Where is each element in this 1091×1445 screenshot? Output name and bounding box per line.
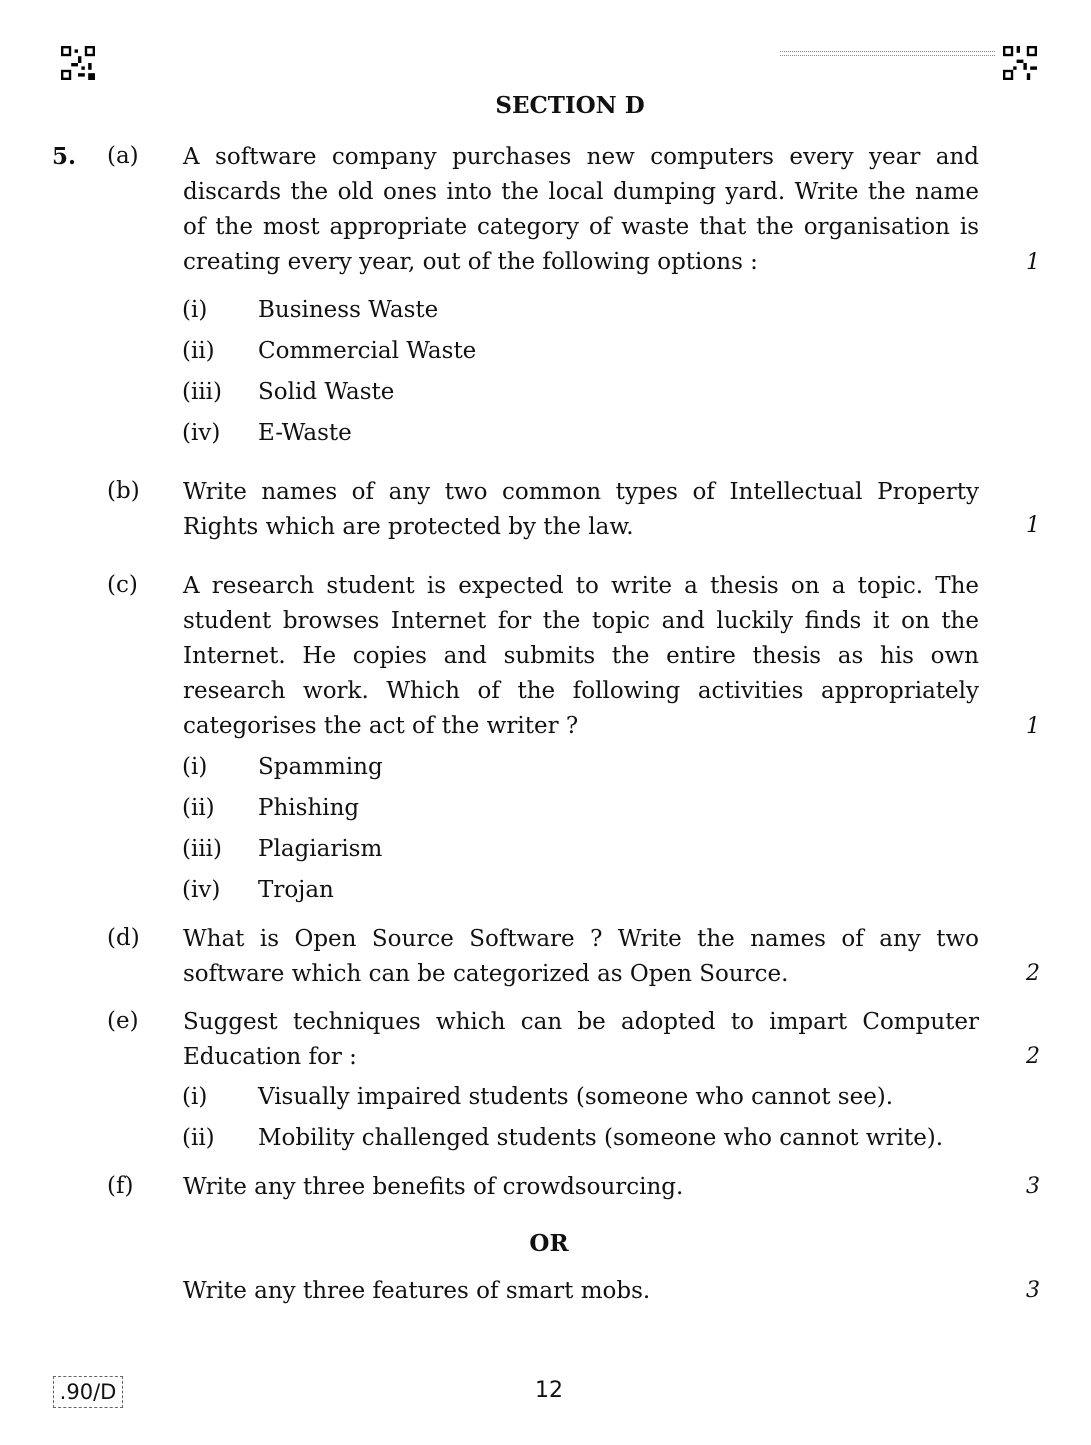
part-a-option-text: Commercial Waste — [258, 338, 477, 364]
part-f-text: Write any three benefits of crowdsourcing. — [183, 1174, 684, 1200]
part-c-option-num: (iv) — [182, 877, 221, 903]
or-question-marks: 3 — [1026, 1278, 1040, 1303]
part-c-option-text: Trojan — [258, 877, 334, 903]
part-e-label: (e) — [107, 1008, 139, 1034]
or-question-text: Write any three features of smart mobs. — [183, 1278, 651, 1304]
part-c-option-text: Plagiarism — [258, 836, 383, 862]
part-a-option-num: (ii) — [182, 338, 215, 364]
part-e-option-num: (i) — [182, 1084, 208, 1110]
page-number: 12 — [535, 1378, 563, 1403]
part-a-option-num: (iii) — [182, 379, 223, 405]
part-b-label: (b) — [107, 478, 140, 504]
part-a-option-num: (iv) — [182, 420, 221, 446]
part-e-marks: 2 — [1026, 1044, 1040, 1069]
part-a-option-text: Business Waste — [258, 297, 439, 323]
qr-code-right-icon — [1003, 46, 1037, 80]
part-a-option-num: (i) — [182, 297, 208, 323]
part-e-option-num: (ii) — [182, 1125, 215, 1151]
part-b-text: Write names of any two common types of Intellectual Property Rights which are protected by the law. — [183, 479, 979, 540]
part-f-label: (f) — [107, 1173, 134, 1199]
part-a-option-text: E-Waste — [258, 420, 352, 446]
part-c-text: A research student is expected to write a thesis on a topic. The student browses Internet for the topic and luckily finds it on the Internet. He copies and submits the entire thesis as his own research work. Which of the following activities appropriately categorises the act of the writer ? — [183, 573, 979, 739]
qr-code-left-icon — [61, 46, 95, 80]
question-number: 5. — [52, 143, 77, 170]
paper-code: .90/D — [53, 1376, 123, 1408]
watermark-strip — [780, 51, 995, 56]
part-c-option-text: Phishing — [258, 795, 360, 821]
part-c-label: (c) — [107, 572, 138, 598]
part-a-option-text: Solid Waste — [258, 379, 395, 405]
part-c-option-text: Spamming — [258, 754, 383, 780]
part-d-marks: 2 — [1026, 961, 1040, 986]
part-e-option-text: Mobility challenged students (someone who cannot write). — [258, 1125, 944, 1151]
part-a-marks: 1 — [1026, 250, 1040, 275]
part-d-label: (d) — [107, 925, 140, 951]
or-separator: OR — [529, 1230, 569, 1257]
part-b-marks: 1 — [1026, 513, 1040, 538]
part-c-marks: 1 — [1026, 714, 1040, 739]
part-c-option-num: (ii) — [182, 795, 215, 821]
part-e-option-text: Visually impaired students (someone who cannot see). — [258, 1084, 894, 1110]
part-c-option-num: (iii) — [182, 836, 223, 862]
part-f-marks: 3 — [1026, 1174, 1040, 1199]
part-a-text: A software company purchases new computers every year and discards the old ones into the local dumping yard. Write the name of the most appropriate category of waste that the organisation is creating every year, out of the following options : — [183, 144, 979, 275]
part-c-option-num: (i) — [182, 754, 208, 780]
section-title: SECTION D — [495, 92, 645, 119]
part-e-text: Suggest techniques which can be adopted to impart Computer Education for : — [183, 1009, 979, 1070]
part-a-label: (a) — [107, 143, 139, 169]
part-d-text: What is Open Source Software ? Write the names of any two software which can be categorized as Open Source. — [183, 926, 979, 987]
